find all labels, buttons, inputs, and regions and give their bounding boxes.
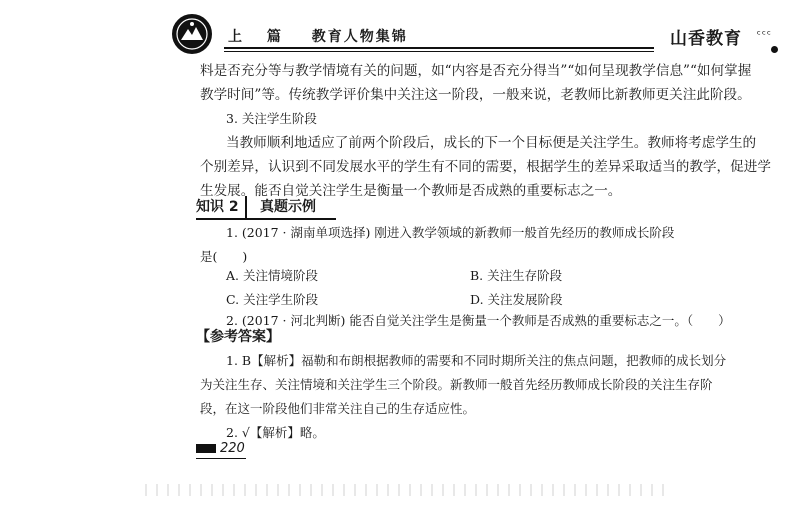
option-d: D. 关注发展阶段 — [470, 292, 563, 307]
paragraph-line: 料是否充分等与教学情境有关的问题，如“内容是否充分得当”“如何呈现教学信息”“如何掌握 — [200, 63, 752, 79]
answer-1-line: 段，在这一阶段他们非常关注自己的生存适应性。 — [200, 401, 476, 416]
paragraph-line: 教学时间”等。传统教学评价集中关注这一阶段，一般来说，老教师比新教师更关注此阶段。 — [200, 87, 751, 103]
question-1-blank: 是( ) — [200, 249, 248, 264]
option-c: C. 关注学生阶段 — [226, 292, 319, 307]
brand-name: 山香教育 — [670, 29, 742, 49]
question-1: 1. (2017 · 湖南单项选择) 刚进入教学领域的新教师一般首先经历的教师成长阶段 — [226, 225, 675, 240]
header-dot — [771, 46, 778, 53]
answer-1-line: 为关注生存、关注情境和关注学生三个阶段。新教师一般首先经历教师成长阶段的关注生存阶 — [200, 377, 713, 392]
option-b: B. 关注生存阶段 — [470, 268, 563, 283]
brand-logo — [172, 14, 212, 54]
knowledge-title: 真题示例 — [260, 199, 316, 215]
header-rule-thin — [224, 51, 654, 52]
header-rule — [224, 47, 654, 49]
header-title — [228, 26, 408, 46]
paragraph-line: 生发展。能否自觉关注学生是衡量一个教师是否成熟的重要标志之一。 — [200, 183, 622, 199]
paragraph-line: 当教师顺利地适应了前两个阶段后，成长的下一个目标便是关注学生。教师将考虑学生的 — [226, 135, 757, 151]
header-decoration: ᶜᶜᶜ — [756, 28, 772, 41]
knowledge-tag: 知识 2 — [196, 196, 247, 218]
paragraph-line: 个别差异，认识到不同发展水平的学生有不同的需要，根据学生的差异采取适当的教学，促进学 — [200, 159, 771, 175]
scan-artifact — [145, 484, 665, 496]
question-2: 2. (2017 · 河北判断) 能否自觉关注学生是衡量一个教师是否成熟的重要标志之一。（ ） — [226, 313, 731, 328]
footer-rule — [196, 458, 246, 459]
mountain-logo-icon — [174, 16, 210, 52]
page-number — [196, 441, 245, 456]
chapter-title: 教育人物集锦 — [311, 29, 408, 45]
answer-2: 2. √【解析】略。 — [226, 425, 325, 440]
answers-heading: 【参考答案】 — [196, 329, 280, 345]
page-header — [172, 14, 772, 54]
page-number-value: 220 — [220, 441, 245, 456]
answer-1-line: 1. B【解析】福勒和布朗根据教师的需要和不同时期所关注的焦点问题，把教师的成长划分 — [226, 353, 727, 368]
section-label: 上 篇 — [228, 29, 291, 45]
knowledge-header — [196, 196, 336, 220]
option-a: A. 关注情境阶段 — [226, 268, 318, 283]
page-marker-icon — [196, 444, 216, 453]
section-heading: 3. 关注学生阶段 — [226, 111, 317, 126]
